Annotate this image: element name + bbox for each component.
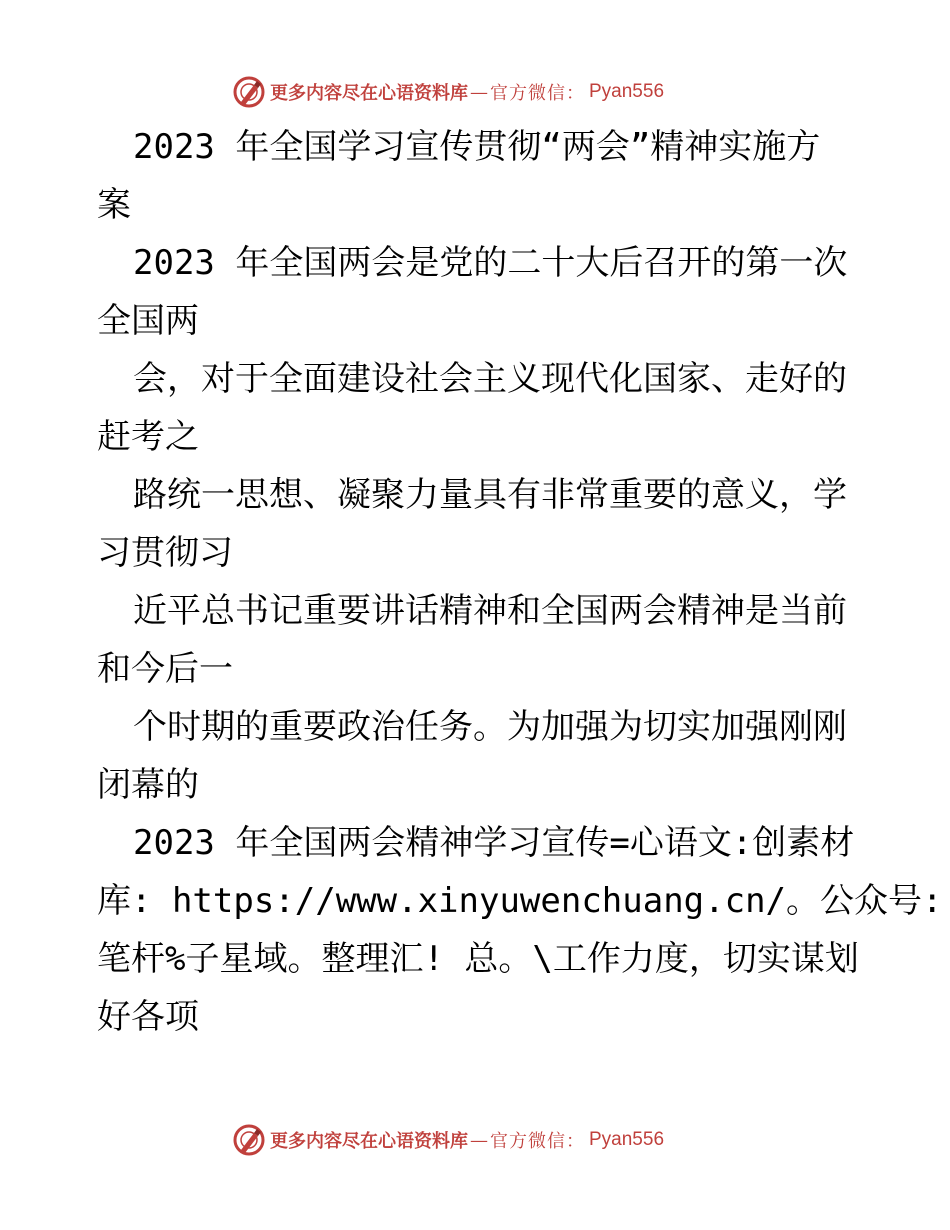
footer-brand-text: 更多内容尽在心语资料库 xyxy=(270,1131,468,1152)
text-line: 闭幕的 xyxy=(97,765,199,805)
text-line: 2023 年全国两会精神学习宣传=心语文:创素材 xyxy=(133,823,855,863)
header-banner xyxy=(232,72,752,112)
text-line: 赶考之 xyxy=(97,417,199,457)
header-brand-text: 更多内容尽在心语资料库 xyxy=(270,83,468,104)
footer-wechat-id: Pyan556 xyxy=(589,1129,665,1150)
text-line: 全国两 xyxy=(97,301,199,341)
text-line: 个时期的重要政治任务。为加强为切实加强刚刚 xyxy=(133,707,847,747)
pen-logo-icon xyxy=(232,1123,266,1157)
footer-official-label: 官方微信： xyxy=(490,1131,585,1152)
text-line: 2023 年全国两会是党的二十大后召开的第一次 xyxy=(133,243,848,283)
text-line-url: 库: https://www.xinyuwenchuang.cn/。公众号: xyxy=(97,881,943,921)
header-dash: — xyxy=(470,81,488,103)
header-wechat-id: Pyan556 xyxy=(589,81,665,102)
text-line: 近平总书记重要讲话精神和全国两会精神是当前 xyxy=(133,591,847,631)
text-line: 笔杆%子星域。整理汇! 总。\工作力度，切实谋划 xyxy=(97,939,859,979)
text-line: 好各项 xyxy=(97,997,199,1037)
text-line: 路统一思想、凝聚力量具有非常重要的意义，学 xyxy=(133,475,847,515)
text-line: 和今后一 xyxy=(97,649,233,689)
footer-banner xyxy=(232,1120,752,1160)
text-line: 习贯彻习 xyxy=(97,533,233,573)
text-line: 2023 年全国学习宣传贯彻“两会”精神实施方 xyxy=(133,127,821,167)
text-line: 案 xyxy=(97,185,131,225)
footer-dash: — xyxy=(470,1129,488,1151)
header-official-label: 官方微信： xyxy=(490,83,585,104)
pen-logo-icon xyxy=(232,75,266,109)
text-line: 会，对于全面建设社会主义现代化国家、走好的 xyxy=(133,359,847,399)
